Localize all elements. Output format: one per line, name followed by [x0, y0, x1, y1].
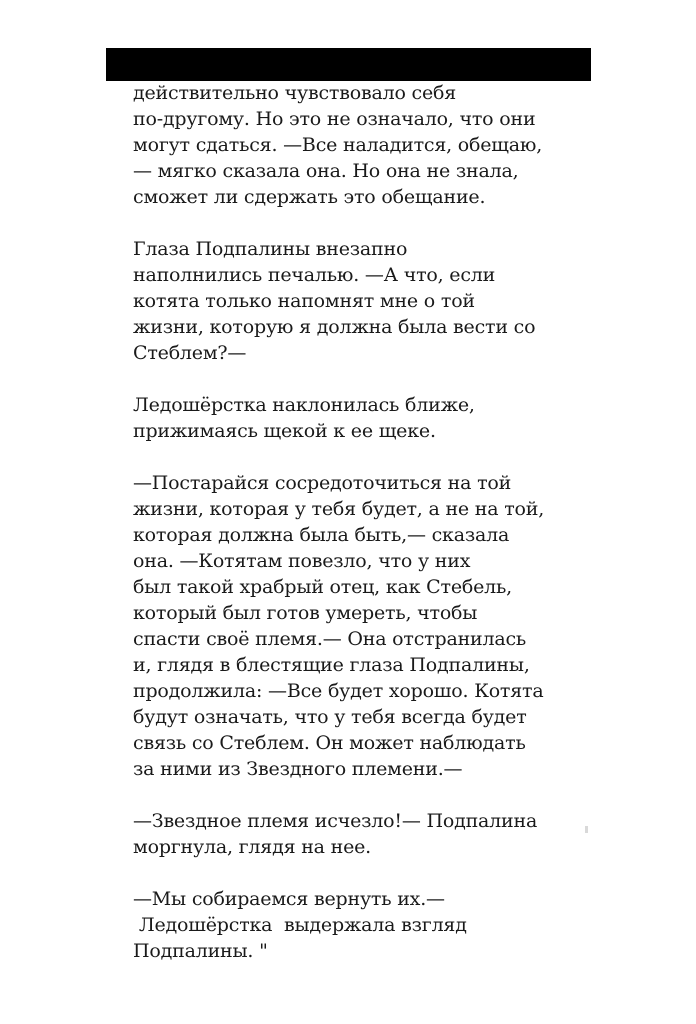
text-line: продолжила: —Все будет хорошо. Котята: [133, 680, 544, 702]
paragraph-5: [133, 808, 563, 860]
text-line: действительно чувствовало себя: [133, 82, 457, 104]
text-line: —Звездное племя исчезло!— Подпалина: [133, 810, 538, 832]
story-text: [133, 80, 563, 964]
text-line: связь со Стеблем. Он может наблюдать: [133, 732, 526, 754]
text-line: по-другому. Но это не означало, что они: [133, 108, 536, 130]
text-line: прижимаясь щекой к ее щеке.: [133, 420, 436, 442]
text-line: который был готов умереть, чтобы: [133, 602, 478, 624]
text-line: котята только напомнят мне о той: [133, 290, 475, 312]
text-line: которая должна была быть,— сказала: [133, 524, 510, 546]
text-line: Глаза Подпалины внезапно: [133, 238, 408, 260]
text-line: за ними из Звездного племени.—: [133, 758, 463, 780]
text-line: наполнились печалью. —А что, если: [133, 264, 496, 286]
text-line: будут означать, что у тебя всегда будет: [133, 706, 527, 728]
paragraph-4: [133, 470, 563, 782]
text-line: могут сдаться. —Все наладится, обещаю,: [133, 134, 543, 156]
text-line: спасти своё племя.— Она отстранилась: [133, 628, 527, 650]
text-line: Подпалины. ": [133, 940, 268, 962]
text-line: Ледошёрстка выдержала взгляд: [133, 914, 467, 936]
text-line: Ледошёрстка наклонилась ближе,: [133, 394, 475, 416]
paragraph-6: [133, 886, 563, 964]
text-line: —Мы собираемся вернуть их.—: [133, 888, 445, 910]
text-line: она. —Котятам повезло, что у них: [133, 550, 471, 572]
redaction-bar: [106, 48, 591, 81]
text-line: моргнула, глядя на нее.: [133, 836, 372, 858]
text-line: сможет ли сдержать это обещание.: [133, 186, 486, 208]
scan-speck: [585, 826, 588, 833]
text-line: — мягко сказала она. Но она не знала,: [133, 160, 519, 182]
paragraph-1: [133, 80, 563, 210]
paragraph-3: [133, 392, 563, 444]
text-line: был такой храбрый отец, как Стебель,: [133, 576, 512, 598]
text-line: жизни, которую я должна была вести со: [133, 316, 536, 338]
text-line: жизни, которая у тебя будет, а не на той,: [133, 498, 545, 520]
text-line: —Постарайся сосредоточиться на той: [133, 472, 512, 494]
paragraph-2: [133, 236, 563, 366]
text-line: Стеблем?—: [133, 342, 247, 364]
text-line: и, глядя в блестящие глаза Подпалины,: [133, 654, 530, 676]
